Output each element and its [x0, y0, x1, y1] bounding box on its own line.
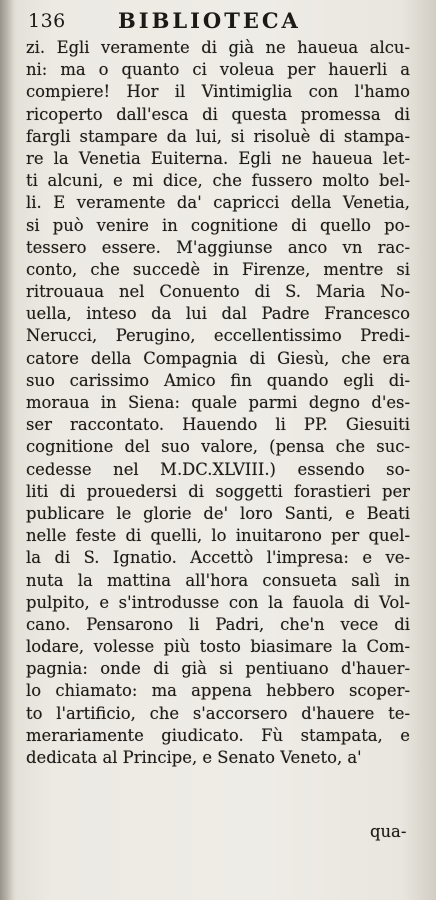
text-line: conto, che succedè in Firenze, mentre si [26, 259, 410, 279]
text-line: to l'artificio, che s'accorsero d'hauere te- [26, 703, 410, 723]
text-line: tessero essere. M'aggiunse anco vn rac- [26, 237, 410, 257]
text-line: nelle feste di quelli, lo inuitarono per quel- [26, 526, 410, 546]
text-line: pagnia: onde di già si pentiuano d'hauer- [26, 659, 410, 679]
text-line: ritrouaua nel Conuento di S. Maria No- [26, 282, 410, 302]
text-line: ser raccontato. Hauendo li PP. Giesuiti [26, 415, 410, 435]
gutter-shadow [0, 0, 14, 900]
body-text [26, 37, 410, 769]
text-line: cedesse nel M.DC.XLVIII.) essendo so- [26, 459, 410, 479]
text-line: merariamente giudicato. Fù stampata, e [26, 725, 410, 745]
text-line: lodare, volesse più tosto biasimare la Com- [26, 637, 410, 657]
text-line: ricoperto dall'esca di questa promessa di [26, 104, 410, 124]
text-line: catore della Compagnia di Giesù, che era [26, 348, 410, 368]
text-line: Nerucci, Perugino, eccellentissimo Predi- [26, 326, 410, 346]
text-line: moraua in Siena: quale parmi degno d'es- [26, 393, 410, 412]
text-line: la di S. Ignatio. Accettò l'impresa: e ve- [26, 548, 410, 568]
text-line: ni: ma o quanto ci voleua per hauerli a [26, 60, 410, 80]
text-line: nuta la mattina all'hora consueta salì in [26, 570, 410, 590]
text-line: liti di prouedersi di soggetti forastieri per [26, 481, 410, 501]
text-line: li. E veramente da' capricci della Venetia, [26, 193, 410, 213]
text-line: si può venire in cognitione di quello po- [26, 215, 410, 235]
text-line: suo carissimo Amico fin quando egli di- [26, 370, 410, 390]
page-number: 136 [28, 10, 66, 32]
catchword: qua- [370, 822, 407, 841]
text-line: cano. Pensarono li Padri, che'n vece di [26, 614, 410, 634]
page-header [28, 6, 328, 36]
text-line: dedicata al Principe, e Senato Veneto, a' [26, 748, 362, 767]
text-line: publicare le glorie de' loro Santi, e Beati [26, 503, 410, 523]
text-line: zi. Egli veramente di già ne haueua alcu- [26, 38, 410, 57]
running-head: BIBLIOTECA [118, 8, 301, 33]
text-line: cognitione del suo valore, (pensa che suc- [26, 437, 410, 457]
text-line: re la Venetia Euiterna. Egli ne haueua let- [26, 148, 410, 168]
text-line: pulpito, e s'introdusse con la fauola di Vol- [26, 592, 410, 612]
text-line: uella, inteso da lui dal Padre Francesco [26, 304, 410, 324]
text-line: ti alcuni, e mi dice, che fussero molto bel- [26, 171, 410, 191]
text-line: fargli stampare da lui, si risoluè di stampa- [26, 126, 410, 146]
text-line: lo chiamato: ma appena hebbero scoper- [26, 681, 410, 701]
text-line: compiere! Hor il Vintimiglia con l'hamo [26, 82, 410, 102]
